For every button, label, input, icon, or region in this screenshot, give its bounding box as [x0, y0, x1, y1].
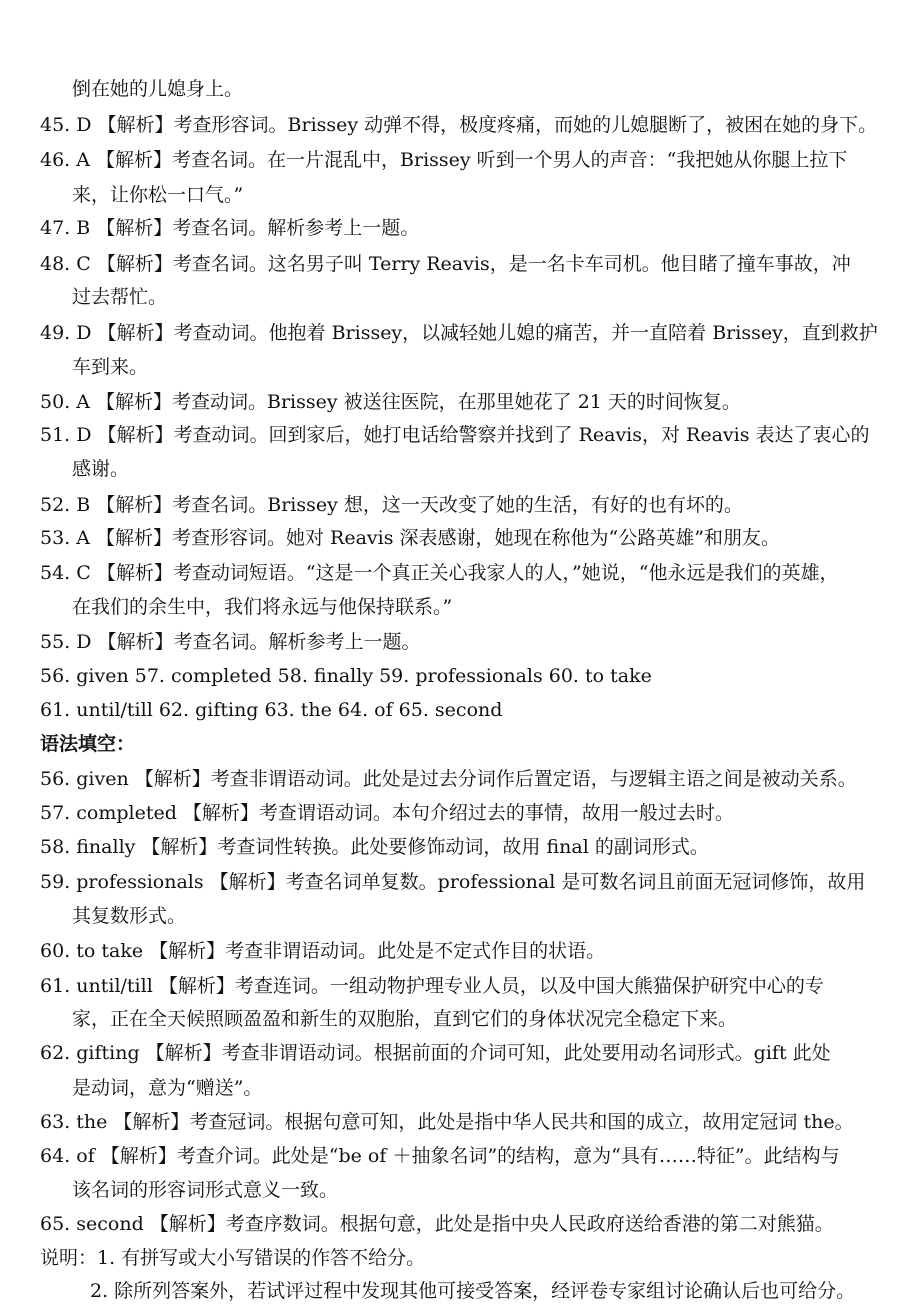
- text-line: 48. C 【解析】考查名词。这名男子叫 Terry Reavis，是一名卡车司机。他目睹了撞车事故，冲: [40, 253, 851, 275]
- note-line: 说明：1. 有拼写或大小写错误的作答不给分。: [40, 1247, 426, 1269]
- text-line: 45. D 【解析】考查形容词。Brissey 动弹不得，极度疼痛，而她的儿媳腿断了，被困在她的身下。: [40, 114, 878, 136]
- text-line: 52. B 【解析】考查名词。Brissey 想，这一天改变了她的生活，有好的也有坏的。: [40, 494, 743, 516]
- text-line: 56. given 57. completed 58. finally 59. professionals 60. to take: [40, 665, 652, 687]
- text-line: 50. A 【解析】考查动词。Brissey 被送往医院，在那里她花了 21 天的时间恢复。: [40, 391, 741, 413]
- section-heading: 语法填空：: [40, 733, 136, 755]
- text-line: 倒在她的儿媳身上。: [72, 78, 244, 100]
- text-line: 来，让你松一口气。”: [72, 184, 244, 206]
- text-line: 家，正在全天候照顾盈盈和新生的双胞胎，直到它们的身体状况完全稳定下来。: [72, 1008, 738, 1030]
- note-line: 2. 除所列答案外，若试评过程中发现其他可接受答案，经评卷专家组讨论确认后也可给分。: [90, 1280, 856, 1302]
- text-line: 53. A 【解析】考查形容词。她对 Reavis 深表感谢，她现在称他为“公路英雄”和朋友。: [40, 527, 780, 549]
- text-line: 54. C 【解析】考查动词短语。“这是一个真正关心我家人的人，”她说，“他永远是我们的英雄，: [40, 562, 839, 584]
- text-line: 46. A 【解析】考查名词。在一片混乱中，Brissey 听到一个男人的声音：“我把她从你腿上拉下: [40, 149, 848, 171]
- text-line: 47. B 【解析】考查名词。解析参考上一题。: [40, 217, 420, 239]
- text-line: 61. until/till 62. gifting 63. the 64. of 65. second: [40, 699, 503, 721]
- text-line: 感谢。: [72, 458, 130, 480]
- text-line: 59. professionals 【解析】考查名词单复数。professional 是可数名词且前面无冠词修饰，故用: [40, 871, 866, 893]
- text-line: 是动词，意为“赠送”。: [72, 1077, 263, 1099]
- text-line: 过去帮忙。: [72, 286, 168, 308]
- text-line: 51. D 【解析】考查动词。回到家后，她打电话给警察并找到了 Reavis，对 Reavis 表达了衷心的: [40, 424, 870, 446]
- text-line: 62. gifting 【解析】考查非谓语动词。根据前面的介词可知，此处要用动名词形式。gift 此处: [40, 1042, 831, 1064]
- text-line: 58. finally 【解析】考查词性转换。此处要修饰动词，故用 final 的副词形式。: [40, 836, 709, 858]
- text-line: 55. D 【解析】考查名词。解析参考上一题。: [40, 631, 421, 653]
- text-line: 49. D 【解析】考查动词。他抱着 Brissey，以减轻她儿媳的痛苦，并一直陪着 Brissey，直到救护: [40, 322, 878, 344]
- text-line: 车到来。: [72, 356, 149, 378]
- text-line: 64. of 【解析】考查介词。此处是“be of ＋抽象名词”的结构，意为“具有……特征”。此结构与: [40, 1145, 840, 1167]
- text-line: 其复数形式。: [72, 905, 187, 927]
- text-line: 56. given 【解析】考查非谓语动词。此处是过去分词作后置定语，与逻辑主语之间是被动关系。: [40, 768, 857, 790]
- text-line: 60. to take 【解析】考查非谓语动词。此处是不定式作目的状语。: [40, 940, 606, 962]
- text-line: 61. until/till 【解析】考查连词。一组动物护理专业人员，以及中国大熊猫保护研究中心的专: [40, 975, 824, 997]
- text-line: 63. the 【解析】考查冠词。根据句意可知，此处是指中华人民共和国的成立，故用定冠词 the。: [40, 1111, 854, 1133]
- text-line: 65. second 【解析】考查序数词。根据句意，此处是指中央人民政府送给香港的第二对熊猫。: [40, 1213, 834, 1235]
- text-line: 57. completed 【解析】考查谓语动词。本句介绍过去的事情，故用一般过去时。: [40, 802, 734, 824]
- text-line: 在我们的余生中，我们将永远与他保持联系。”: [72, 596, 453, 618]
- text-line: 该名词的形容词形式意义一致。: [72, 1179, 339, 1201]
